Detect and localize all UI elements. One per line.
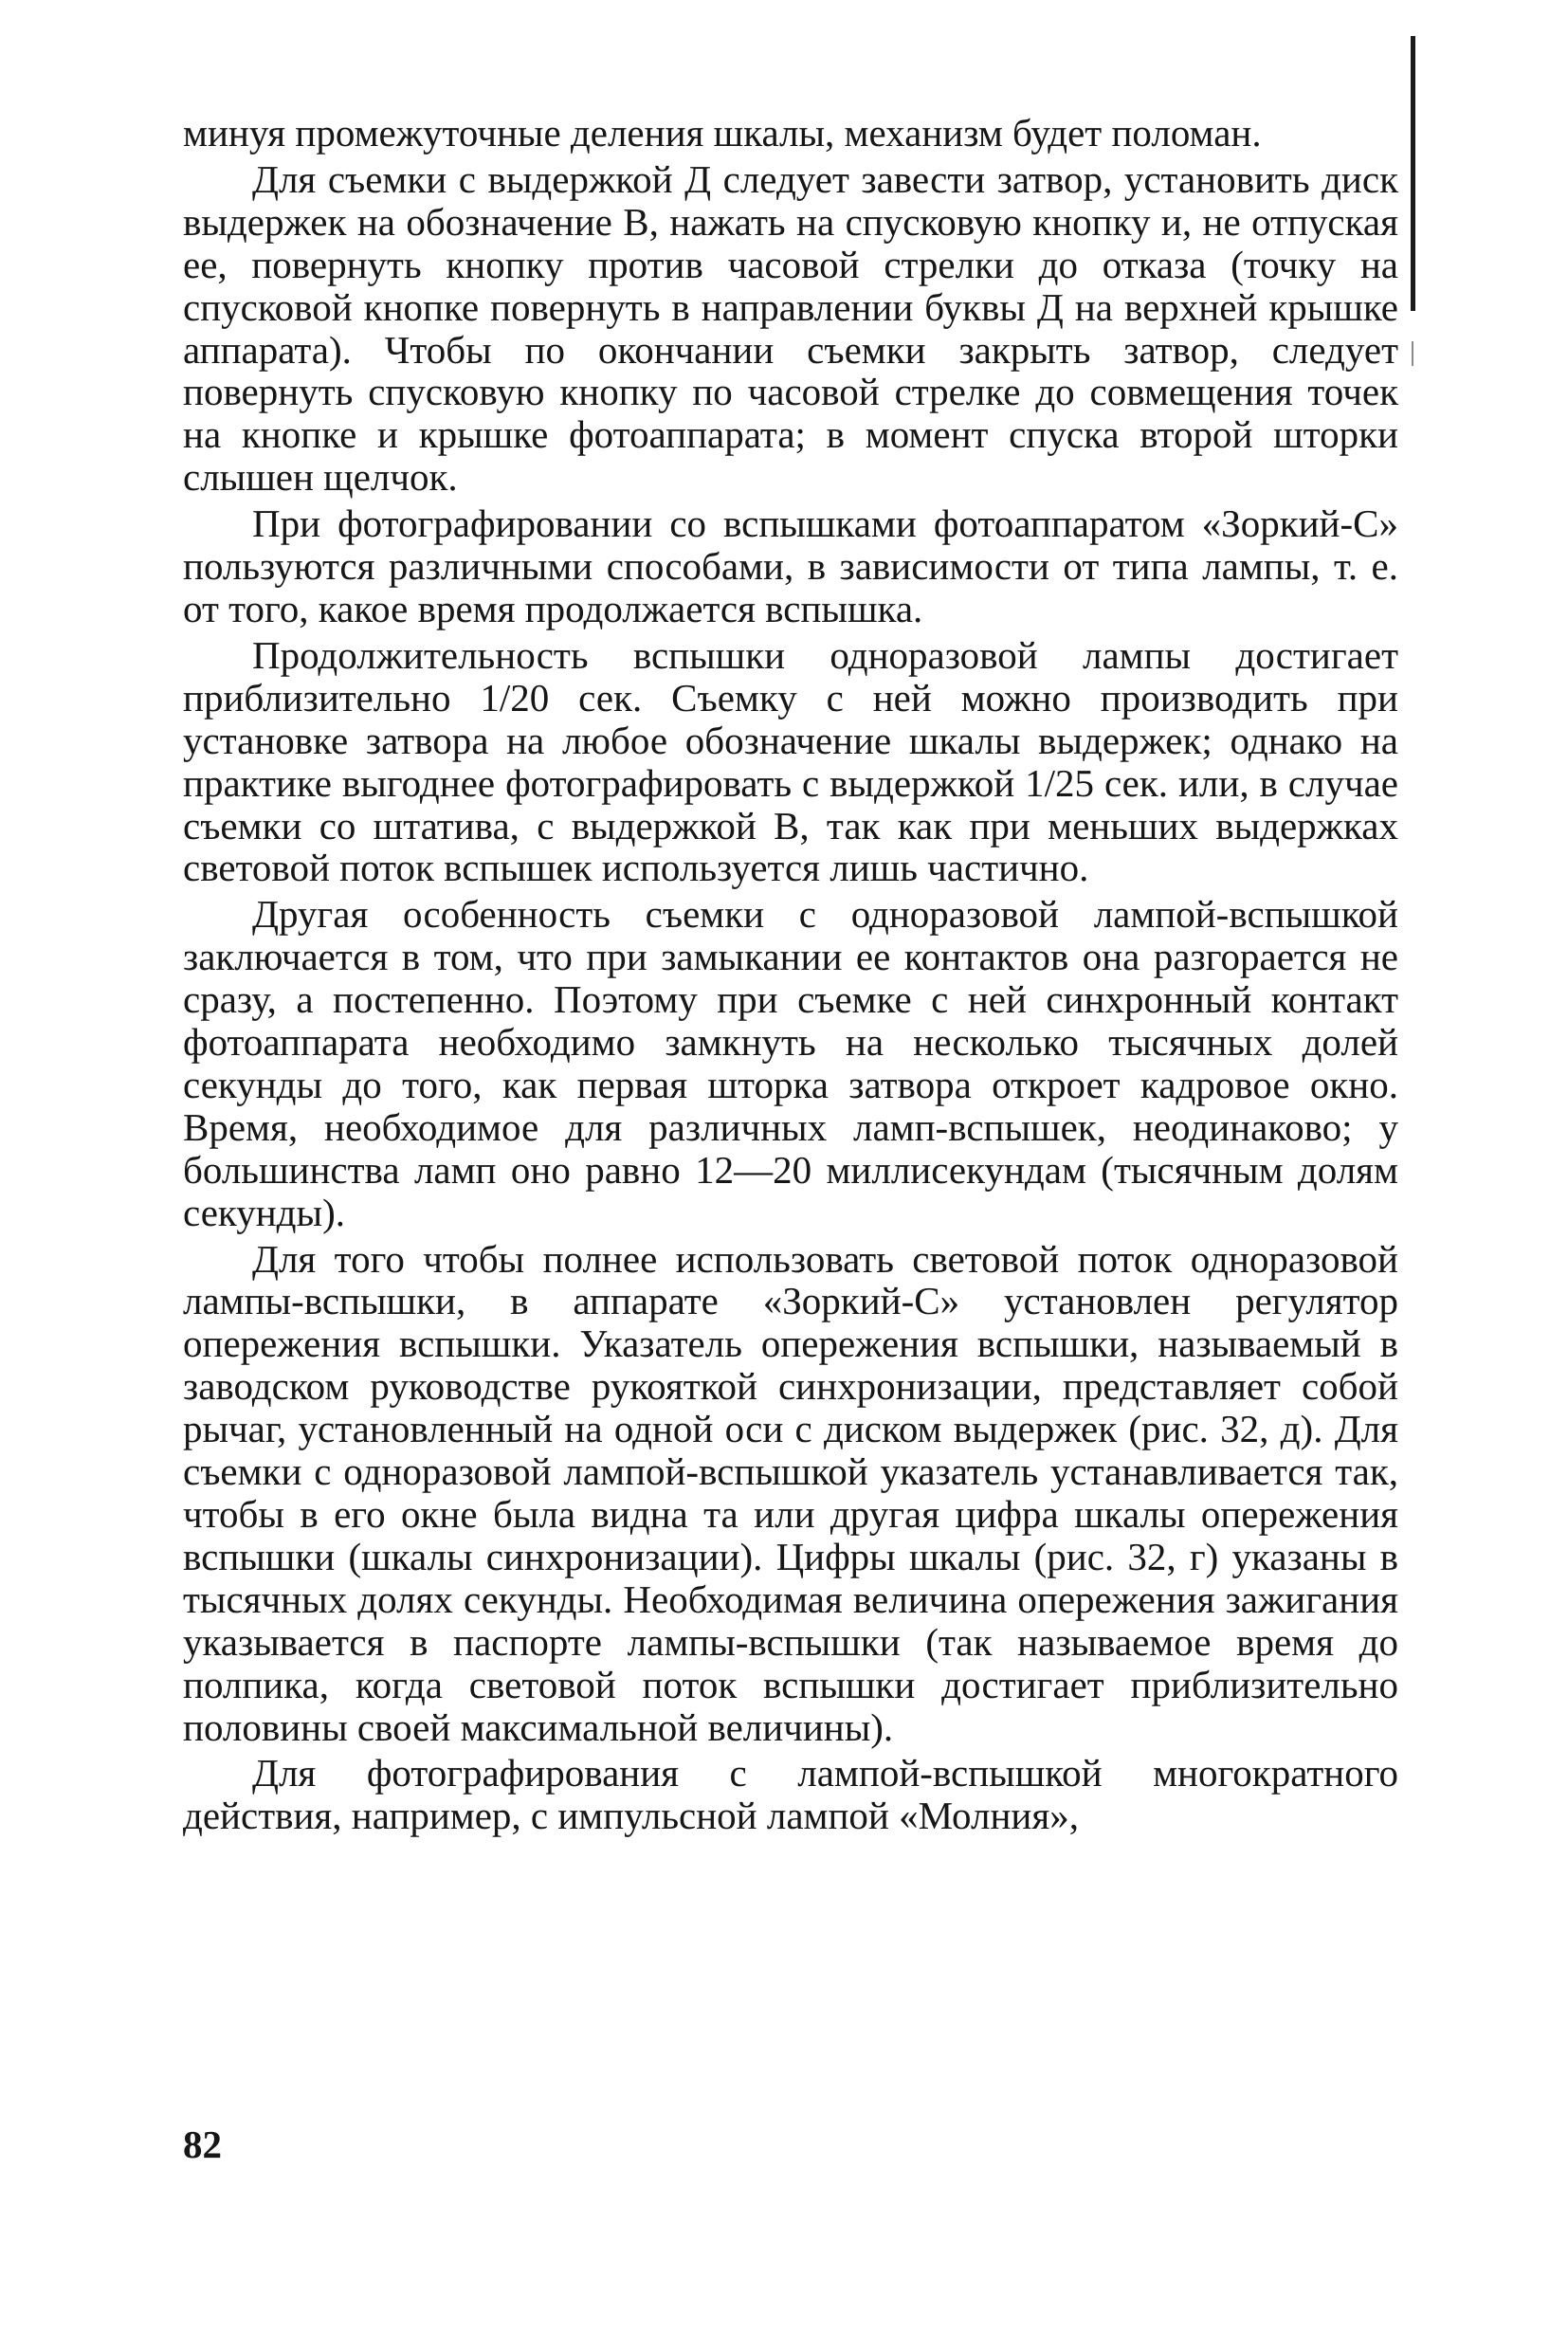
page-text-body xyxy=(183,112,1398,1837)
paragraph-continuation: минуя промежуточные деления шкалы, механизм будет поломан. xyxy=(183,111,1262,155)
page-number: 82 xyxy=(183,2123,222,2166)
paragraph-shutter-d: Для съемки с выдержкой Д следует завести затвор, установить диск выдержек на обозначение В, нажать на спусковую кнопку и, не отпуская ее, повернуть кнопку против часовой стрелки до отказа (точку на спусковой кнопке повернуть в направлении буквы Д на верхней крышке аппарата). Чтобы по окончании съемки закрыть затвор, следует повернуть спусковую кнопку по часовой стрелке до совмещения точек на кнопке и крышке фотоаппарата; в момент спуска второй шторки слышен щелчок. xyxy=(183,156,1398,500)
paragraph-flash-methods: При фотографировании со вспышками фотоаппаратом «Зоркий-С» пользуются различными способами, в зависимости от типа лампы, т. е. от того, какое время продолжается вспышка. xyxy=(183,501,1398,630)
paragraph-multi-flash: Для фотографирования с лампой-вспышкой многократного действия, например, с импульсной лампой «Молния», xyxy=(183,1751,1398,1838)
margin-rule xyxy=(1411,36,1415,311)
paragraph-flash-delay: Другая особенность съемки с одноразовой лампой-вспышкой заключается в том, что при замыкании ее контактов она разгорается не сразу, а постепенно. Поэтому при съемке с ней синхронный контакт фотоаппарата необходимо замкнуть на несколько тысячных долей секунды до того, как первая шторка затвора откроет кадровое окно. Время, необходимое для различных ламп-вспышек, неодинаково; у большинства ламп оно равно 12—20 миллисекундам (тысячным долям секунды). xyxy=(183,892,1398,1234)
paragraph-flash-duration: Продолжительность вспышки одноразовой лампы достигает приблизительно 1/20 сек. Съемку с ней можно производить при установке затвора на любое обозначение шкалы выдержек; однако на практике выгоднее фотографировать с выдержкой 1/25 сек. или, в случае съемки со штатива, с выдержкой В, так как при меньших выдержках световой поток вспышек используется лишь частично. xyxy=(183,632,1398,890)
margin-tick xyxy=(1412,341,1413,366)
paragraph-sync-regulator: Для того чтобы полнее использовать световой поток одноразовой лампы-вспышки, в аппарате «Зоркий-С» установлен регулятор опережения вспышки. Указатель опережения вспышки, называемый в заводском руководстве рукояткой синхронизации, представляет собой рычаг, установленный на одной оси с диском выдержек (рис. 32, д). Для съемки с одноразовой лампой-вспышкой указатель устанавливается так, чтобы в его окне была видна та или другая цифра шкалы опережения вспышки (шкалы синхронизации). Цифры шкалы (рис. 32, г) указаны в тысячных долях секунды. Необходимая величина опережения зажигания указывается в паспорте лампы-вспышки (так называемое время до полпика, когда световой поток вспышки достигает приблизительно половины своей максимальной величины). xyxy=(183,1236,1398,1749)
